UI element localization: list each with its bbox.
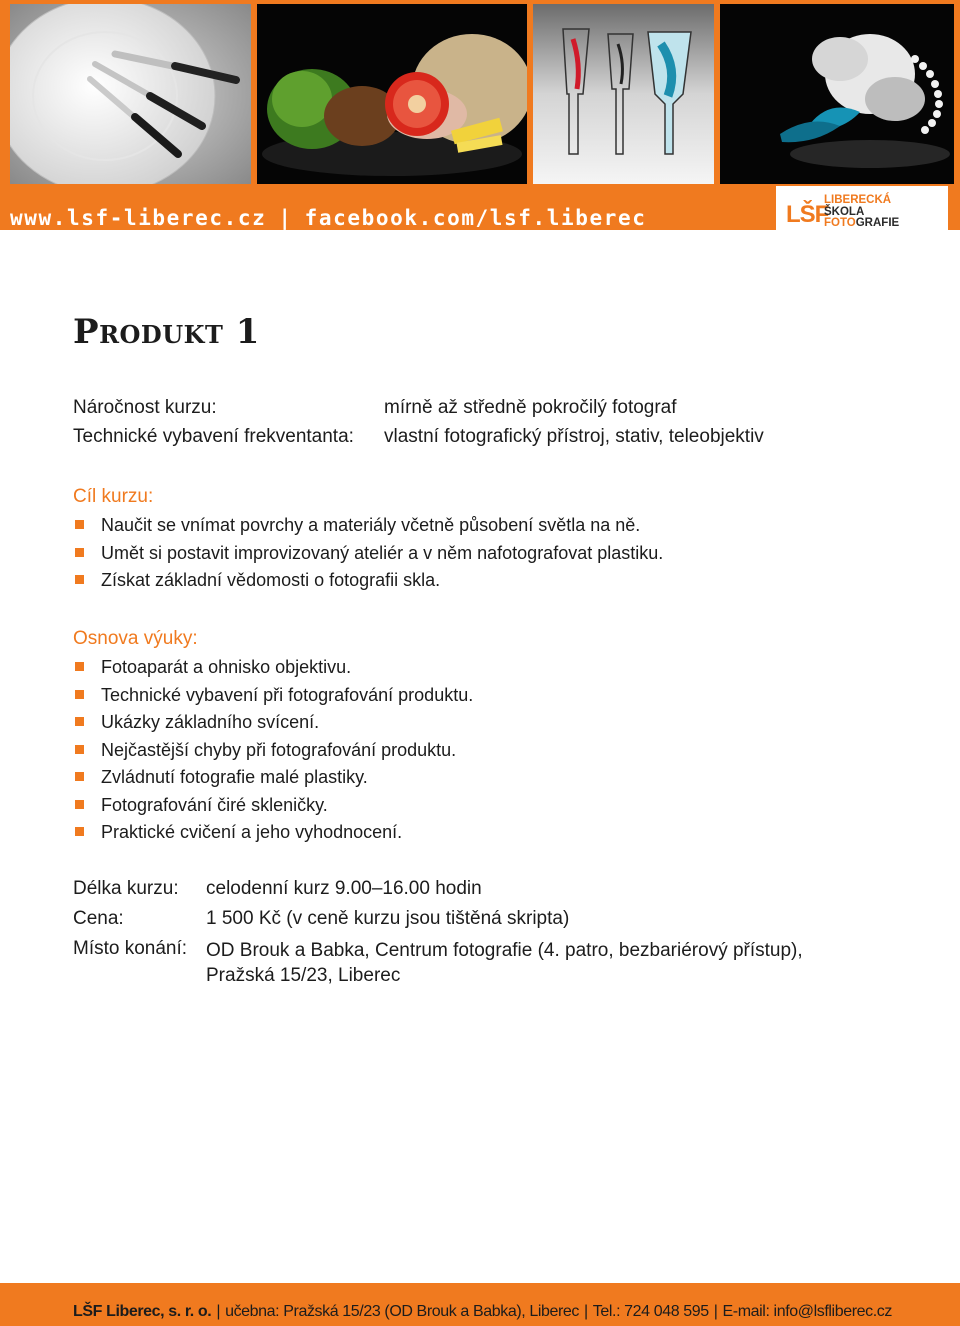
list-item: Naučit se vnímat povrchy a materiály včetně působení světla na ně.: [73, 515, 663, 543]
photo-white-objects: [720, 4, 954, 184]
duration-value: celodenní kurz 9.00–16.00 hodin: [206, 878, 482, 899]
meta-value: mírně až středně pokročilý fotograf: [384, 397, 677, 418]
syllabus-heading: Osnova výuky:: [73, 628, 198, 649]
photo-food-still-life: [257, 4, 527, 184]
logo-wordmark: [824, 195, 899, 230]
logo-line-1: LIBERECKÁ: [824, 194, 892, 206]
header-band: [0, 0, 960, 230]
list-item: Praktické cvičení a jeho vyhodnocení.: [73, 822, 473, 850]
footer-separator: |: [216, 1303, 221, 1320]
logo-line-2: ŠKOLA: [824, 205, 865, 218]
footer-phone: Tel.: 724 048 595: [592, 1303, 709, 1320]
footer-email[interactable]: E-mail: info@lsfliberec.cz: [722, 1303, 892, 1320]
goals-list: [73, 515, 663, 598]
list-item: Ukázky základního svícení.: [73, 712, 473, 740]
footer-contact: [73, 1303, 892, 1321]
bullet-square-icon: [75, 772, 84, 781]
footer-separator: |: [713, 1303, 718, 1320]
price-label: Cena:: [73, 908, 124, 929]
list-item: Získat základní vědomosti o fotografii skla.: [73, 570, 663, 598]
place-value-line-2: Pražská 15/23, Liberec: [206, 965, 401, 986]
header-weblinks: [10, 206, 646, 230]
place-label: Místo konání:: [73, 938, 188, 959]
list-item: Technické vybavení při fotografování produktu.: [73, 685, 473, 713]
bullet-square-icon: [75, 800, 84, 809]
goals-heading: Cíl kurzu:: [73, 486, 154, 507]
place-value-line-1: OD Brouk a Babka, Centrum fotografie (4. patro, bezbariérový přístup),: [206, 940, 803, 961]
list-item: Fotografování čiré skleničky.: [73, 795, 473, 823]
bullet-square-icon: [75, 520, 84, 529]
photo-plate-cutlery: [10, 4, 251, 184]
list-item: Zvládnutí fotografie malé plastiky.: [73, 767, 473, 795]
school-logo: [776, 186, 956, 230]
meta-row-difficulty: [73, 397, 677, 419]
price-value: 1 500 Kč (v ceně kurzu jsou tištěná skripta): [206, 908, 570, 929]
list-item: Fotoaparát a ohnisko objektivu.: [73, 657, 473, 685]
list-item: Nejčastější chyby při fotografování produktu.: [73, 740, 473, 768]
place-value: [206, 938, 803, 988]
meta-value: vlastní fotografický přístroj, stativ, teleobjektiv: [384, 426, 764, 447]
bullet-square-icon: [75, 548, 84, 557]
weblinks-separator: |: [278, 206, 293, 230]
bullet-square-icon: [75, 690, 84, 699]
bullet-square-icon: [75, 745, 84, 754]
website-link[interactable]: www.lsf-liberec.cz: [10, 206, 267, 230]
syllabus-list: [73, 657, 473, 850]
meta-row-equipment: [73, 426, 764, 448]
footer-classroom: učebna: Pražská 15/23 (OD Brouk a Babka), Liberec: [225, 1303, 580, 1320]
footer-separator: |: [584, 1303, 588, 1320]
bullet-square-icon: [75, 662, 84, 671]
footer-company: LŠF Liberec, s. r. o.: [73, 1303, 212, 1320]
logo-mark: LŠF: [786, 201, 829, 228]
bullet-square-icon: [75, 575, 84, 584]
footer-band: [0, 1283, 960, 1326]
photo-glasses-feathers: [533, 4, 714, 184]
page-title: Produkt 1: [73, 312, 260, 352]
meta-label: Technické vybavení frekventanta:: [73, 426, 354, 447]
logo-line-3: FOTOGRAFIE: [824, 217, 900, 229]
list-item: Umět si postavit improvizovaný ateliér a v něm nafotografovat plastiku.: [73, 543, 663, 571]
meta-label: Náročnost kurzu:: [73, 397, 217, 418]
facebook-link[interactable]: facebook.com/lsf.liberec: [304, 206, 647, 230]
bullet-square-icon: [75, 827, 84, 836]
duration-label: Délka kurzu:: [73, 878, 179, 899]
bullet-square-icon: [75, 717, 84, 726]
